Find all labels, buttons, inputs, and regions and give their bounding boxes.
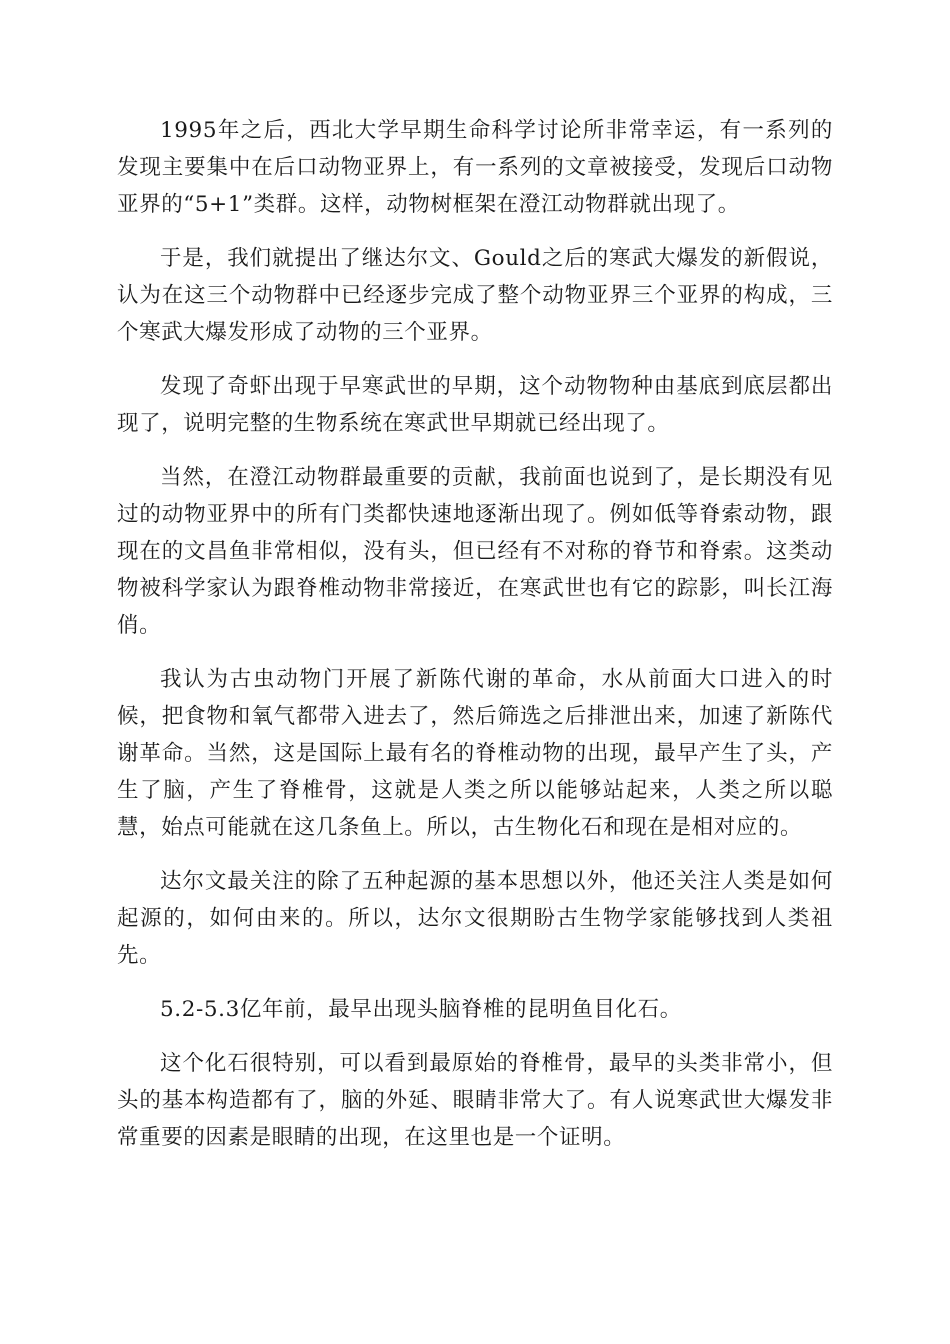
paragraph-7: 5.2-5.3亿年前，最早出现头脑脊椎的昆明鱼目化石。 [160, 997, 682, 1022]
document-body [117, 112, 833, 1173]
paragraph-8: 这个化石很特别，可以看到最原始的脊椎骨，最早的头类非常小，但头的基本构造都有了，脑的外延、眼睛非常大了。有人说寒武世大爆发非常重要的因素是眼睛的出现，在这里也是一个证明。 [117, 1051, 833, 1150]
paragraph-6: 达尔文最关注的除了五种起源的基本思想以外，他还关注人类是如何起源的，如何由来的。所以，达尔文很期盼古生物学家能够找到人类祖先。 [117, 869, 833, 968]
paragraph-1: 1995年之后，西北大学早期生命科学讨论所非常幸运，有一系列的发现主要集中在后口动物亚界上，有一系列的文章被接受，发现后口动物亚界的“5+1”类群。这样，动物树框架在澄江动物群就出现了。 [117, 118, 833, 217]
paragraph-3: 发现了奇虾出现于早寒武世的早期，这个动物物种由基底到底层都出现了，说明完整的生物系统在寒武世早期就已经出现了。 [117, 374, 833, 436]
paragraph-5: 我认为古虫动物门开展了新陈代谢的革命，水从前面大口进入的时候，把食物和氧气都带入进去了，然后筛选之后排泄出来，加速了新陈代谢革命。当然，这是国际上最有名的脊椎动物的出现，最早产生了头，产生了脑，产生了脊椎骨，这就是人类之所以能够站起来，人类之所以聪慧，始点可能就在这几条鱼上。所以，古生物化石和现在是相对应的。 [117, 667, 833, 840]
paragraph-4: 当然，在澄江动物群最重要的贡献，我前面也说到了，是长期没有见过的动物亚界中的所有门类都快速地逐渐出现了。例如低等脊索动物，跟现在的文昌鱼非常相似，没有头，但已经有不对称的脊节和脊索。这类动物被科学家认为跟脊椎动物非常接近，在寒武世也有它的踪影，叫长江海俏。 [117, 465, 833, 638]
paragraph-2: 于是，我们就提出了继达尔文、Gould之后的寒武大爆发的新假说，认为在这三个动物群中已经逐步完成了整个动物亚界三个亚界的构成，三个寒武大爆发形成了动物的三个亚界。 [117, 246, 833, 345]
